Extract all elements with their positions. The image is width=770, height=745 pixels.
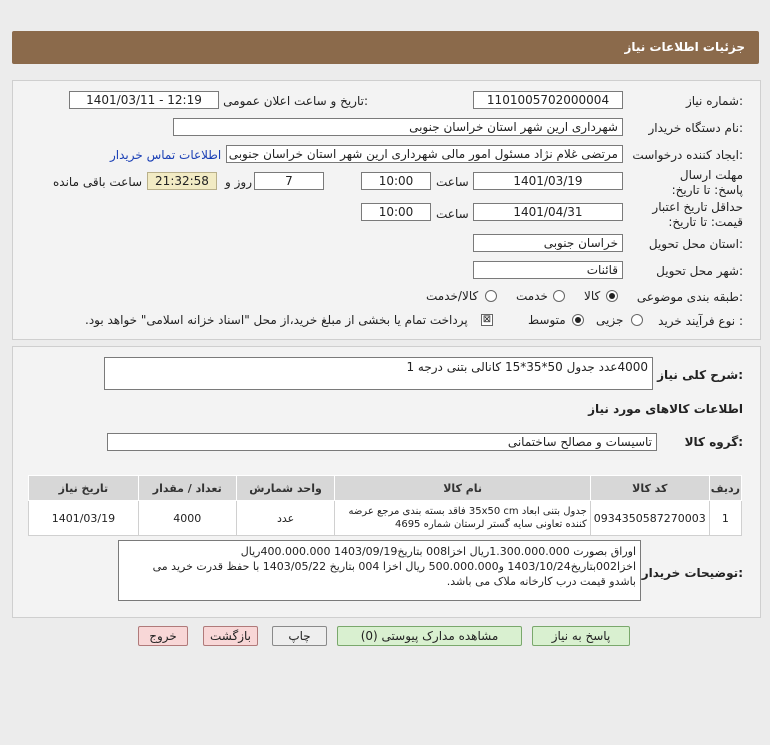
need-number-label: شماره نیاز:	[685, 94, 743, 108]
validity-date-field[interactable]: 1401/04/31	[473, 203, 623, 221]
cell-qty: 4000	[138, 501, 236, 536]
table-row[interactable]	[29, 501, 742, 536]
deadline-hour-label: ساعت	[436, 175, 469, 189]
city-label: شهر محل تحویل:	[656, 264, 743, 278]
deadline-date-field[interactable]: 1401/03/19	[473, 172, 623, 190]
buyer-notes-label: توضیحات خریدار:	[641, 566, 743, 580]
remaining-timer: 21:32:58	[147, 172, 217, 190]
process-option-medium: متوسط	[528, 313, 566, 327]
province-field[interactable]: خراسان جنوبی	[473, 234, 623, 252]
deadline-time-field[interactable]: 10:00	[361, 172, 431, 190]
treasury-checkbox[interactable]: ⊠	[482, 314, 492, 325]
announce-label: تاریخ و ساعت اعلان عمومی:	[223, 94, 368, 108]
col-code: کد کالا	[590, 476, 709, 501]
category-radio-both[interactable]	[485, 290, 497, 302]
goods-group-field[interactable]: تاسیسات و مصالح ساختمانی	[107, 433, 657, 451]
cell-name: جدول بتنی ابعاد 35x50 cm فاقد بسته بندی مرجع عرضه کننده تعاونی سایه گستر لرستان شماره 4695	[335, 501, 590, 536]
cell-date: 1401/03/19	[29, 501, 139, 536]
buyer-org-field[interactable]: شهرداری ارین شهر استان خراسان جنوبی	[173, 118, 623, 136]
category-label: طبقه بندی موضوعی:	[636, 290, 743, 304]
back-button[interactable]: بازگشت	[203, 626, 258, 646]
validity-hour-label: ساعت	[436, 207, 469, 221]
category-radio-goods[interactable]	[606, 290, 618, 302]
days-field[interactable]: 7	[254, 172, 324, 190]
remaining-label: ساعت باقی مانده	[53, 175, 143, 189]
goods-section-title: اطلاعات کالاهای مورد نیاز	[588, 402, 743, 416]
days-label: روز و	[225, 175, 252, 189]
need-number-field[interactable]: 1101005702000004	[473, 91, 623, 109]
col-name: نام کالا	[335, 476, 590, 501]
category-option-goods: کالا	[584, 289, 601, 303]
cell-code: 0934350587270003	[590, 501, 709, 536]
buyer-org-label: نام دستگاه خریدار:	[648, 121, 743, 135]
goods-table	[28, 475, 742, 536]
col-unit: واحد شمارش	[236, 476, 335, 501]
col-qty: تعداد / مقدار	[138, 476, 236, 501]
col-date: تاریخ نیاز	[29, 476, 139, 501]
process-radio-medium[interactable]	[572, 314, 584, 326]
process-radio-minor[interactable]	[631, 314, 643, 326]
cell-unit: عدد	[236, 501, 335, 536]
validity-time-field[interactable]: 10:00	[361, 203, 431, 221]
category-radio-service[interactable]	[553, 290, 565, 302]
city-field[interactable]: قائنات	[473, 261, 623, 279]
category-option-both: کالا/خدمت	[426, 289, 479, 303]
exit-button[interactable]: خروج	[138, 626, 188, 646]
province-label: استان محل تحویل:	[648, 237, 743, 251]
category-option-service: خدمت	[516, 289, 548, 303]
attachments-button[interactable]: مشاهده مدارک پیوستی (0)	[337, 626, 522, 646]
deadline-label: مهلت ارسال پاسخ: تا تاریخ:	[671, 168, 743, 197]
announce-field[interactable]: 1401/03/11 - 12:19	[69, 91, 219, 109]
summary-label: شرح کلی نیاز:	[657, 368, 743, 382]
validity-label: حداقل تاریخ اعتبار قیمت: تا تاریخ:	[652, 200, 743, 229]
col-row: ردیف	[709, 476, 741, 501]
page-header	[12, 31, 759, 64]
reply-button[interactable]: پاسخ به نیاز	[532, 626, 630, 646]
print-button[interactable]: چاپ	[272, 626, 327, 646]
page-title: جزئیات اطلاعات نیاز	[624, 40, 745, 54]
summary-field[interactable]: 4000عدد جدول 50*35*15 کانالی بتنی درجه 1	[104, 357, 653, 390]
buyer-notes-field[interactable]: اوراق بصورت 1.300.000.000ریال اخزا008 بتاریخ1403/09/19 400.000.000ریال اخزا002بتاریخ1403/10/24 و500.000.000 ریال اخزا 004 بتاریخ 1403/05/22 با حفظ قدرت خرید می باشدو قیمت درب کارخانه ملاک می باشد.	[118, 540, 641, 601]
creator-label: ایجاد کننده درخواست:	[632, 148, 743, 162]
process-option-minor: جزیی	[596, 313, 624, 327]
creator-field[interactable]: مرتضی غلام نژاد مسئول امور مالی شهرداری ارین شهر استان خراسان جنوبی	[226, 145, 623, 163]
cell-row: 1	[709, 501, 741, 536]
process-label: نوع فرآیند خرید :	[658, 314, 743, 328]
buyer-contact-link[interactable]: اطلاعات تماس خریدار	[110, 148, 222, 162]
treasury-note: پرداخت تمام یا بخشی از مبلغ خرید،از محل "اسناد خزانه اسلامی" خواهد بود.	[85, 313, 468, 327]
goods-group-label: گروه کالا:	[684, 435, 743, 449]
